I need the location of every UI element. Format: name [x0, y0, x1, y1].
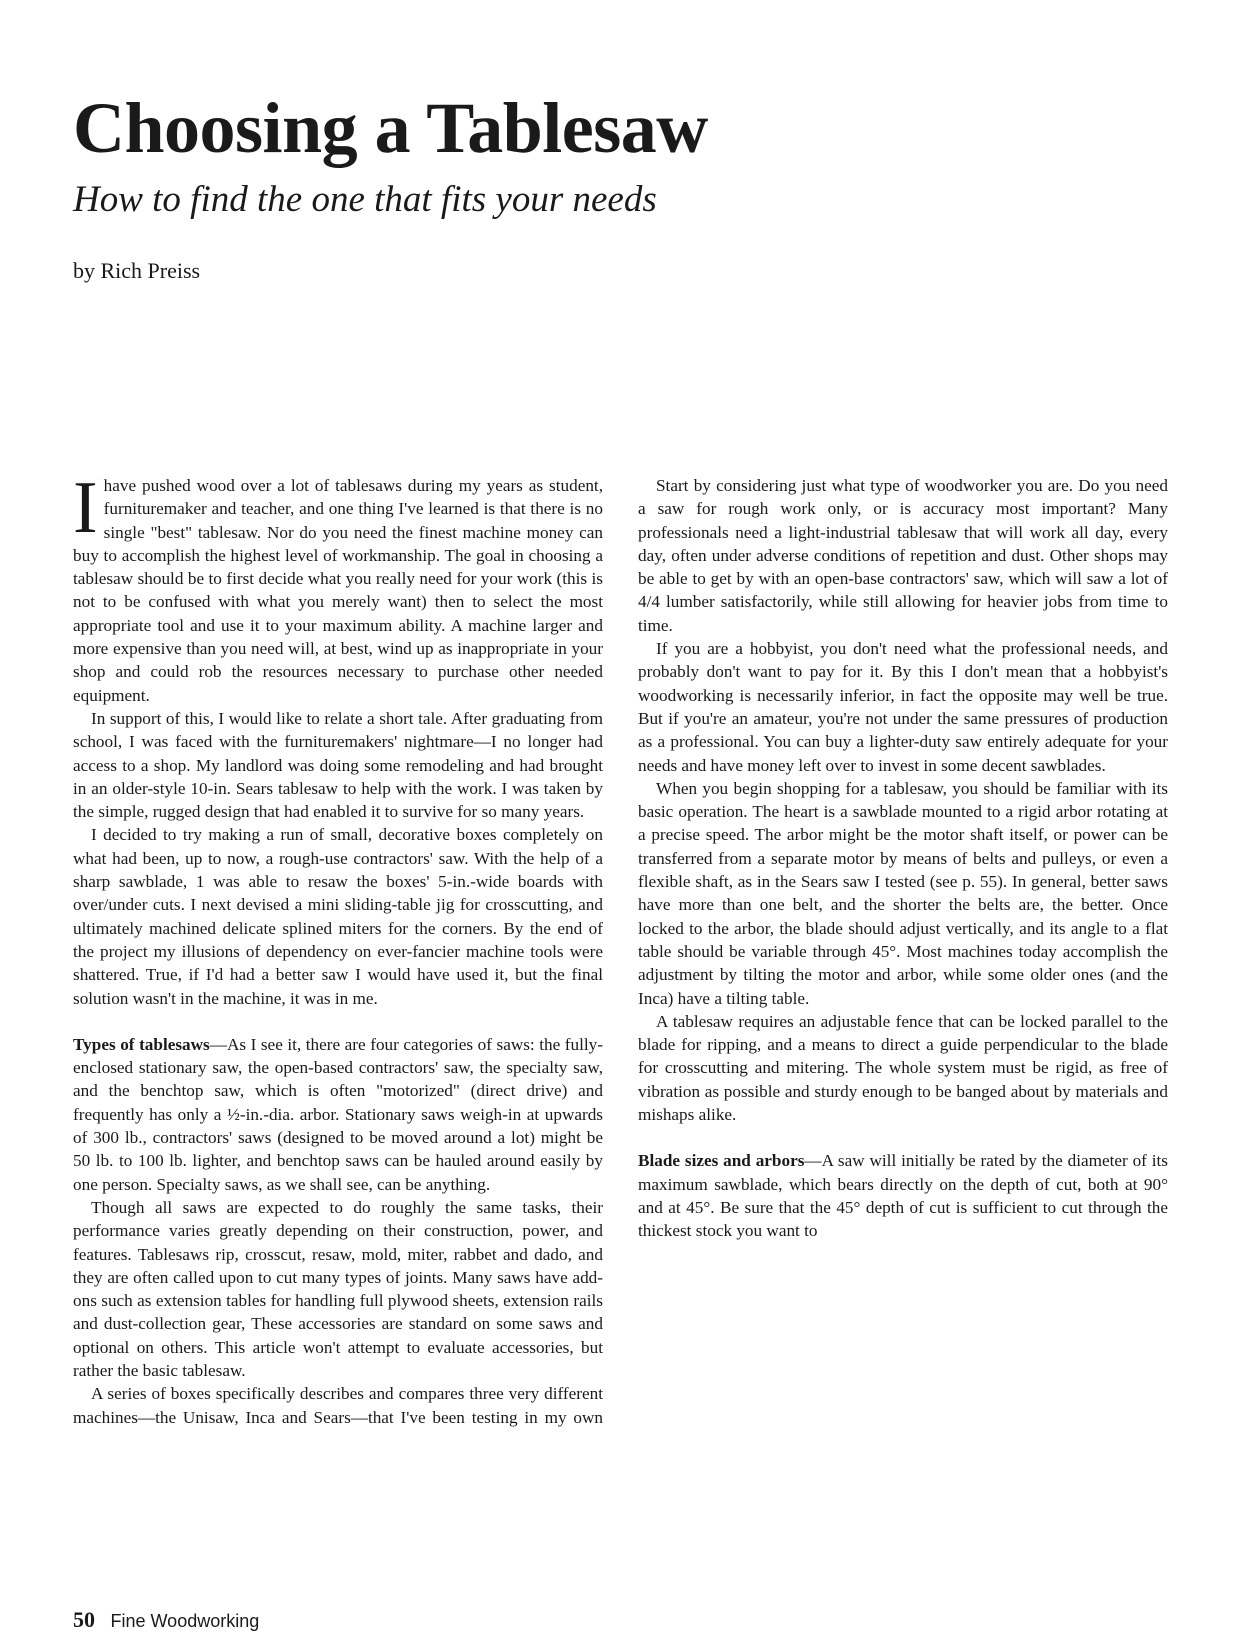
article-subtitle: How to find the one that fits your needs — [73, 179, 657, 220]
paragraph: A tablesaw requires an adjustable fence that can be locked parallel to the blade for ripping, and a means to direct a guide perpendicular to the blade for crosscutting and mitering. The whole system must be rigid, as free of vibration as possible and sturdy enough to be banged about by materials and mishaps alike. — [638, 1011, 1168, 1125]
paragraph-text: —As I see it, there are four categories of saws: the fully-enclosed stationary saw, the open-based contractors' saw, the specialty saw, and the benchtop saw, which is often "motorized" (direct drive) and frequently has only a ½-in.-dia. arbor. Stationary saws weigh-in at upwards of 300 lb., contractors' saws (designed to be moved around a lot) might be 50 lb. to 100 lb. lighter, and benchtop saws can be hauled around easily by one person. Specialty saws, as we shall see, can be anything. — [73, 1034, 603, 1194]
paragraph: I decided to try making a run of small, decorative boxes completely on what had been, up to now, a rough-use contractors' saw. With the help of a sharp sawblade, 1 was able to resaw the boxes' 5-in.-wide boards with over/under cuts. I next devised a mini sliding-table jig for crosscutting, and ultimately machined delicate splined miters for the corners. By the end of the project my illusions of dependency on ever-fancier machine tools were shattered. True, if I'd had a better saw I would have used it, but the final solution wasn't in the machine, it was in me. — [73, 825, 603, 1008]
section-heading-types: Types of tablesaws — [73, 1034, 210, 1054]
magazine-name: Fine Woodworking — [110, 1611, 260, 1631]
page-footer — [73, 1609, 259, 1631]
paragraph: When you begin shopping for a tablesaw, you should be familiar with its basic operation. The heart is a sawblade mounted to a rigid arbor rotating at a precise speed. The arbor might be the motor shaft itself, or power can be transferred from a separate motor by means of belts and pulleys, or even a flexible shaft, as in the Sears saw I tested (see p. 55). In general, better saws have more than one belt, and the shorter the belts are, the better. Once locked to the arbor, the blade should adjust vertically, and its angle to a flat table should be variable through 45°. Most machines today accomplish the adjustment by tilting the motor and arbor, while some older ones (and the Inca) have a tilting table. — [638, 778, 1168, 1008]
article-title: Choosing a Tablesaw — [73, 88, 708, 168]
byline: by Rich Preiss — [73, 258, 201, 283]
text-column-right — [638, 474, 1168, 1243]
paragraph: If you are a hobbyist, you don't need what the professional needs, and probably don't want to pay for it. By this I don't mean that a hobbyist's woodworking is necessarily inferior, in fact the opposite may well be true. But if you're an amateur, you're not under the same pressures of production as a professional. You can buy a lighter-duty saw entirely adequate for your needs and have money left over to invest in some decent sawblades. — [638, 639, 1168, 775]
paragraph-section-blades — [638, 1149, 1168, 1242]
drop-cap: I — [73, 467, 98, 549]
paragraph-intro-text: have pushed wood over a lot of tablesaws during my years as student, furnituremaker and teacher, and one thing I've learned is that there is no single "best" tablesaw. Nor do you need the finest machine money can buy to accomplish the highest level of workmanship. The goal in choosing a tablesaw should be to first decide what you really need for your work (this is not to be confused with what you merely want) then to select the most appropriate tool and use it to your maximum ability. A machine larger and more expensive than you need will, at best, wind up as inappropriate in your shop and could rob the resources necessary to purchase other needed equipment. — [73, 476, 603, 705]
text-column-left — [73, 467, 603, 1429]
paragraph-intro — [73, 467, 603, 707]
paragraph-continued: A series of boxes specifically describes and compares three very different machines—the Unisaw, Inca and Sears—that I've been testing in my own — [73, 1384, 603, 1427]
page-number: 50 — [73, 1607, 95, 1632]
paragraph: Though all saws are expected to do roughly the same tasks, their performance varies greatly depending on their construction, power, and features. Tablesaws rip, crosscut, resaw, mold, miter, rabbet and dado, and they are often called upon to cut many types of joints. Many saws have add-ons such as extension tables for handling full plywood sheets, extension rails and dust-collection gear, These accessories are standard on some saws and optional on others. This article won't attempt to evaluate accessories, but rather the basic tablesaw. — [73, 1197, 603, 1380]
paragraph: In support of this, I would like to relate a short tale. After graduating from school, I was faced with the furnituremakers' nightmare—I no longer had access to a shop. My landlord was doing some remodeling and had brought in an older-style 10-in. Sears tablesaw to help with the work. I was taken by the simple, rugged design that had enabled it to survive for so many years. — [73, 708, 603, 822]
paragraph-section-types — [73, 1033, 603, 1196]
paragraph-text: —A saw will initially be rated by the diameter of its maximum sawblade, which bears directly on the depth of cut, both at 90° and at 45°. Be sure that the 45° depth of cut is sufficient to cut through the thickest stock you want to — [638, 1151, 1168, 1241]
section-heading-blades: Blade sizes and arbors — [638, 1151, 805, 1171]
paragraph: Start by considering just what type of woodworker you are. Do you need a saw for rough work only, or is accuracy most important? Many professionals need a light-industrial tablesaw that will work all day, every day, often under adverse conditions of repetition and dust. Other shops may be able to get by with an open-base contractors' saw, which will saw a lot of 4/4 lumber satisfactorily, while still allowing for heavier jobs from time to time. — [638, 476, 1168, 635]
